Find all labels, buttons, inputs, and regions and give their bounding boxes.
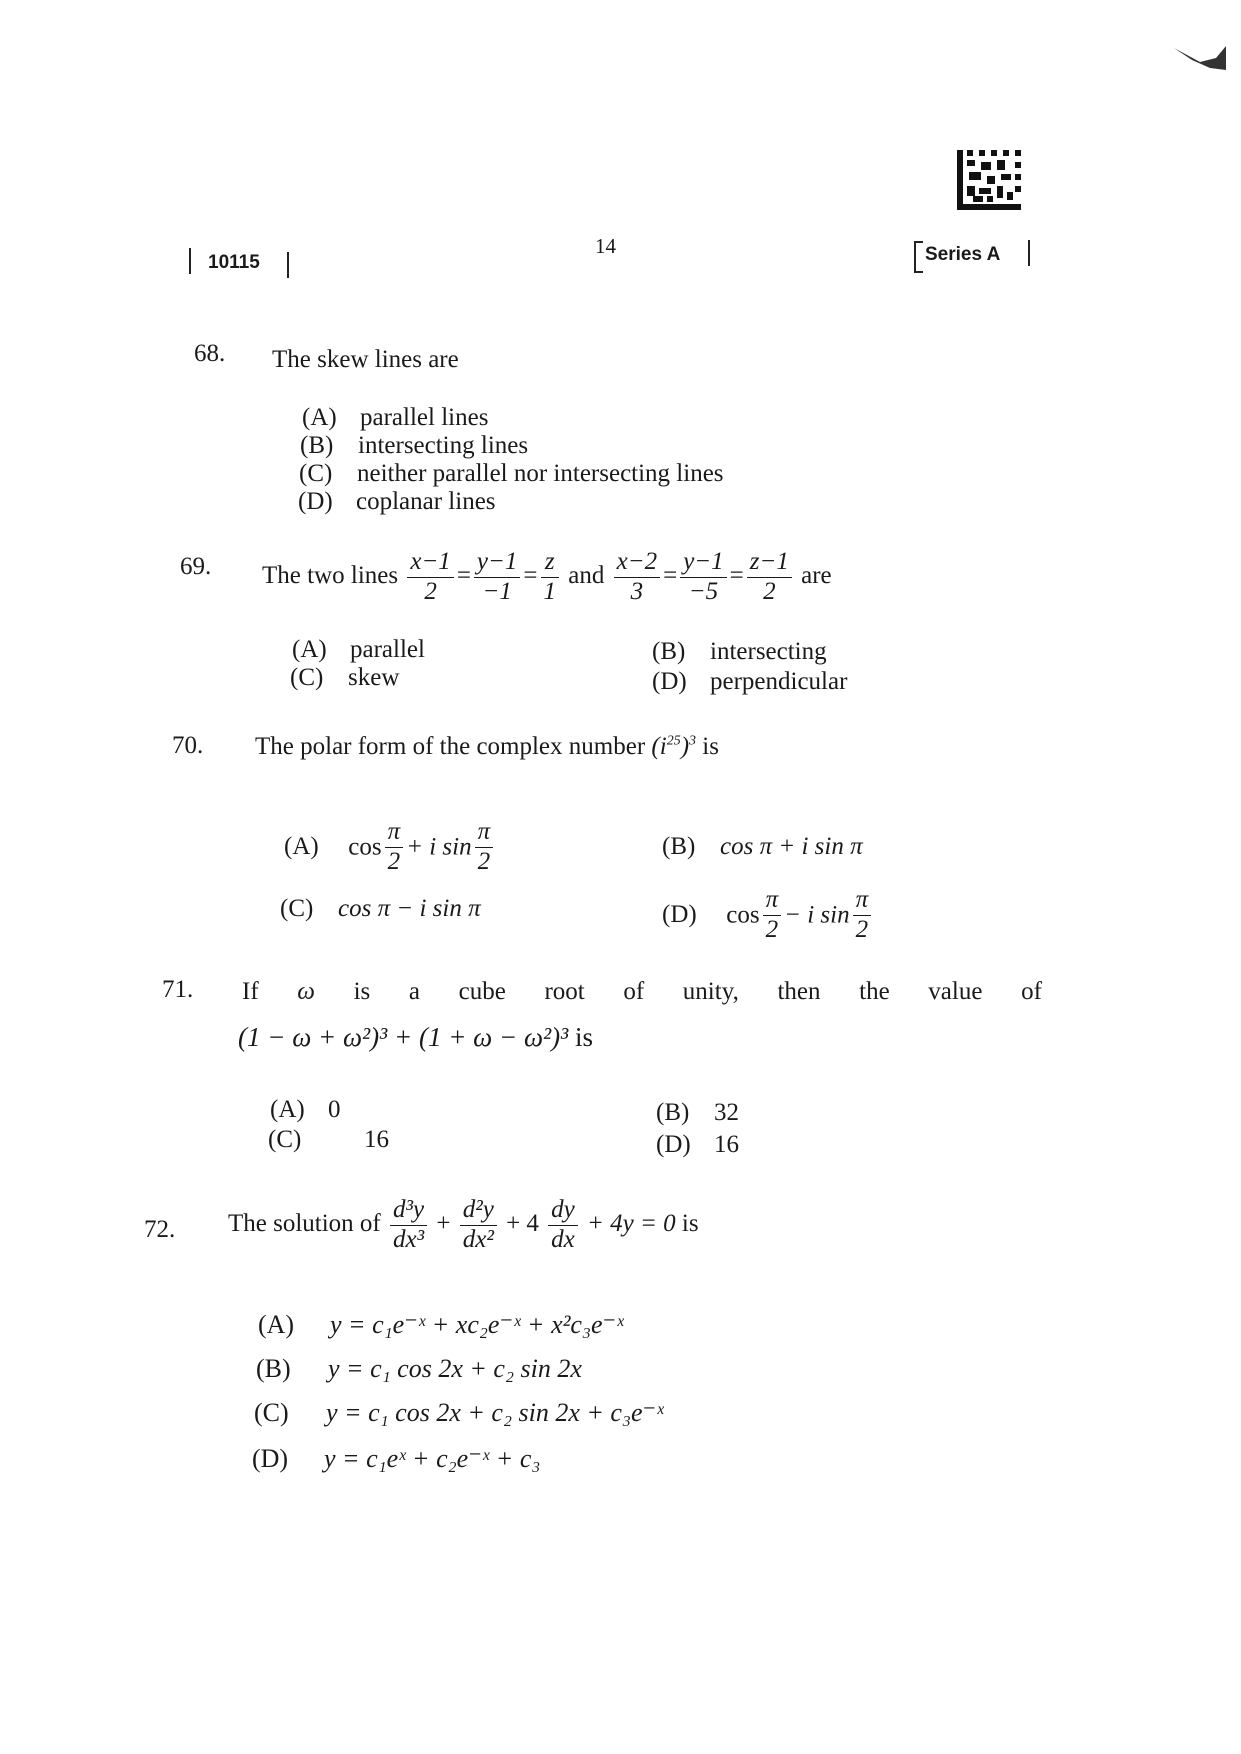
q69-l1-z [541, 548, 560, 607]
q72-term-d2y [460, 1196, 497, 1255]
fraction-numerator: x−2 [614, 548, 660, 578]
option-text: cos π + i sin π [720, 833, 863, 860]
q68-text: The skew lines are [272, 346, 459, 373]
fraction-denominator: 3 [630, 577, 644, 605]
option-text: skew [348, 664, 400, 691]
q71-option-d [656, 1131, 739, 1159]
fraction-numerator: y−1 [680, 548, 726, 578]
q68-number: 68. [194, 340, 226, 367]
q71-word: is [353, 978, 371, 1005]
q72-option-b [256, 1354, 582, 1384]
q70-body [255, 733, 719, 761]
option-fraction [385, 818, 404, 877]
q70-option-b [662, 833, 863, 861]
fraction-denominator: 2 [424, 577, 437, 605]
scan-corner-mark [1170, 40, 1230, 80]
q71-word: value [928, 978, 983, 1005]
q69-option-a [292, 636, 425, 664]
q70-text-after: is [702, 733, 719, 760]
q71-option-a [270, 1096, 341, 1124]
option-label: (C) [280, 895, 314, 922]
fraction-numerator: π [763, 886, 782, 916]
q71-word: then [777, 978, 821, 1005]
q72-plus-four: + 4 [506, 1209, 539, 1237]
fraction-denominator: dx² [462, 1225, 494, 1253]
option-label: (D) [298, 488, 333, 515]
fraction-numerator: z [541, 548, 560, 578]
q69-text-middle: and [568, 561, 605, 589]
option-text: intersecting [710, 638, 827, 665]
q72-text-after: is [681, 1209, 699, 1237]
series-label: Series A [925, 244, 1001, 265]
q69-l2-x [614, 548, 660, 607]
option-text: cos π − i sin π [338, 895, 481, 922]
fraction-numerator: π [475, 818, 494, 848]
q71-line1 [242, 978, 1042, 1006]
fraction-denominator: 1 [543, 577, 556, 605]
option-label: (D) [662, 901, 697, 929]
expr-base: (i [651, 733, 667, 760]
option-fraction [475, 818, 494, 877]
q69-text-before: The two lines [262, 561, 399, 589]
q71-word: unity, [682, 978, 739, 1005]
option-text: y = c₁eˣ + c₂e⁻ˣ + c₃ [324, 1444, 541, 1473]
q71-text-after: is [574, 1022, 593, 1052]
option-label: (C) [290, 664, 324, 691]
option-label: (C) [254, 1398, 289, 1427]
option-text: parallel [350, 636, 425, 663]
q68-option-a [302, 404, 488, 432]
q71-option-b [656, 1099, 739, 1127]
option-label: (B) [656, 1099, 690, 1126]
fraction-denominator: 2 [387, 847, 401, 875]
fraction-denominator: −1 [482, 577, 512, 605]
option-label: (A) [284, 833, 319, 861]
option-text: parallel lines [360, 404, 489, 431]
option-text: neither parallel nor intersecting lines [357, 460, 724, 487]
q70-text-before: The polar form of the complex number [255, 733, 646, 760]
q69-option-d [652, 668, 847, 696]
option-text: coplanar lines [356, 488, 496, 515]
fraction-denominator: −5 [688, 577, 719, 605]
q72-term-d3y [390, 1196, 427, 1255]
option-label: (B) [662, 833, 696, 860]
q72-body [228, 1196, 699, 1255]
q72-tail: + 4y = 0 [587, 1209, 676, 1237]
option-label: (B) [300, 432, 334, 459]
q68-option-b [300, 432, 528, 460]
option-middle: + i sin [406, 833, 472, 861]
fraction-denominator: 2 [765, 915, 779, 943]
expr-inner-exponent: 25 [666, 733, 681, 749]
option-text: 16 [714, 1131, 739, 1158]
q69-number: 69. [180, 553, 212, 580]
option-label: (D) [652, 668, 687, 695]
paper-code: 10115 [208, 252, 260, 273]
q69-l1-x [407, 548, 453, 607]
q71-expression: (1 − ω + ω²)³ + (1 + ω − ω²)³ [238, 1022, 569, 1052]
page-number: 14 [595, 234, 616, 258]
q71-word: the [859, 978, 890, 1005]
q71-word: root [544, 978, 585, 1005]
q71-number: 71. [162, 976, 194, 1003]
q68-option-c [299, 460, 724, 488]
q69-option-c [290, 664, 399, 692]
fraction-numerator: dy [548, 1196, 578, 1226]
q69-body: The two lines $\frac{x-1}{2}$ = $\frac{y-1}{-1}$ = $\frac{z}{1}$ and $\frac{x-2}{3}$ = $\frac{y-1}{-5}$ = $\frac{z-1}{2}$ are [262, 548, 832, 605]
fraction-numerator: π [853, 886, 872, 916]
q71-word: If [242, 978, 259, 1005]
q70-expression [651, 733, 696, 760]
q72-text-before: The solution of [228, 1209, 381, 1237]
option-text: 0 [328, 1096, 341, 1123]
q71-word: cube [458, 978, 506, 1005]
option-label: (A) [258, 1310, 295, 1339]
q72-plus: + [436, 1209, 451, 1237]
q72-term-dy [548, 1196, 578, 1255]
option-fraction [853, 886, 872, 945]
q69-l2-y [680, 548, 726, 607]
option-text: intersecting lines [358, 432, 529, 459]
q72-option-d [252, 1444, 540, 1474]
q70-number: 70. [172, 732, 204, 759]
option-label: (C) [268, 1126, 302, 1153]
option-label: (B) [652, 638, 686, 665]
q69-l1-y [474, 548, 520, 607]
option-prefix: cos [348, 833, 382, 861]
option-text: y = c₁e⁻ˣ + xc₂e⁻ˣ + x²c₃e⁻ˣ [330, 1310, 624, 1339]
q71-word: ω [297, 978, 315, 1005]
option-label: (B) [256, 1354, 291, 1383]
option-label: (A) [302, 404, 337, 431]
option-label: (C) [299, 460, 333, 487]
fraction-numerator: y−1 [474, 548, 520, 578]
fraction-numerator: z−1 [747, 548, 792, 578]
fraction-denominator: dx [551, 1225, 575, 1253]
qr-code-icon [957, 150, 1021, 210]
option-label: (A) [270, 1096, 305, 1123]
fraction-numerator: x−1 [407, 548, 453, 578]
q70-option-c [280, 895, 481, 923]
q71-word: a [408, 978, 420, 1005]
q69-text-after: are [801, 561, 832, 589]
option-text: 32 [714, 1099, 739, 1126]
q72-option-c [254, 1398, 664, 1428]
q72-number: 72. [144, 1216, 176, 1243]
option-prefix: cos [726, 901, 760, 929]
fraction-denominator: 2 [763, 577, 776, 605]
fraction-denominator: 2 [477, 847, 491, 875]
fraction-denominator: dx³ [393, 1225, 425, 1253]
option-text: y = c₁ cos 2x + c₂ sin 2x [328, 1354, 582, 1383]
q69-option-b [652, 638, 827, 666]
option-middle: − i sin [784, 901, 850, 929]
option-label: (D) [656, 1131, 691, 1158]
q71-line2 [238, 1022, 593, 1053]
option-label: (A) [292, 636, 327, 663]
expr-close: ) [680, 733, 690, 760]
fraction-numerator: d²y [460, 1196, 497, 1226]
option-text: y = c₁ cos 2x + c₂ sin 2x + c₃e⁻ˣ [326, 1398, 664, 1427]
option-text: perpendicular [710, 668, 848, 695]
option-label: (D) [252, 1444, 289, 1473]
expr-outer-exponent: 3 [689, 733, 697, 749]
q70-option-d [662, 886, 874, 945]
q71-option-c [268, 1126, 389, 1154]
fraction-numerator: π [385, 818, 404, 848]
q72-option-a [258, 1310, 624, 1340]
q71-word: of [1021, 978, 1042, 1005]
q71-word: of [623, 978, 645, 1005]
q70-option-a [284, 818, 496, 877]
fraction-numerator: d³y [390, 1196, 427, 1226]
fraction-denominator: 2 [855, 915, 869, 943]
q69-l2-z [747, 548, 792, 607]
option-text: 16 [364, 1126, 389, 1153]
option-fraction [763, 886, 782, 945]
q68-option-d [298, 488, 496, 516]
